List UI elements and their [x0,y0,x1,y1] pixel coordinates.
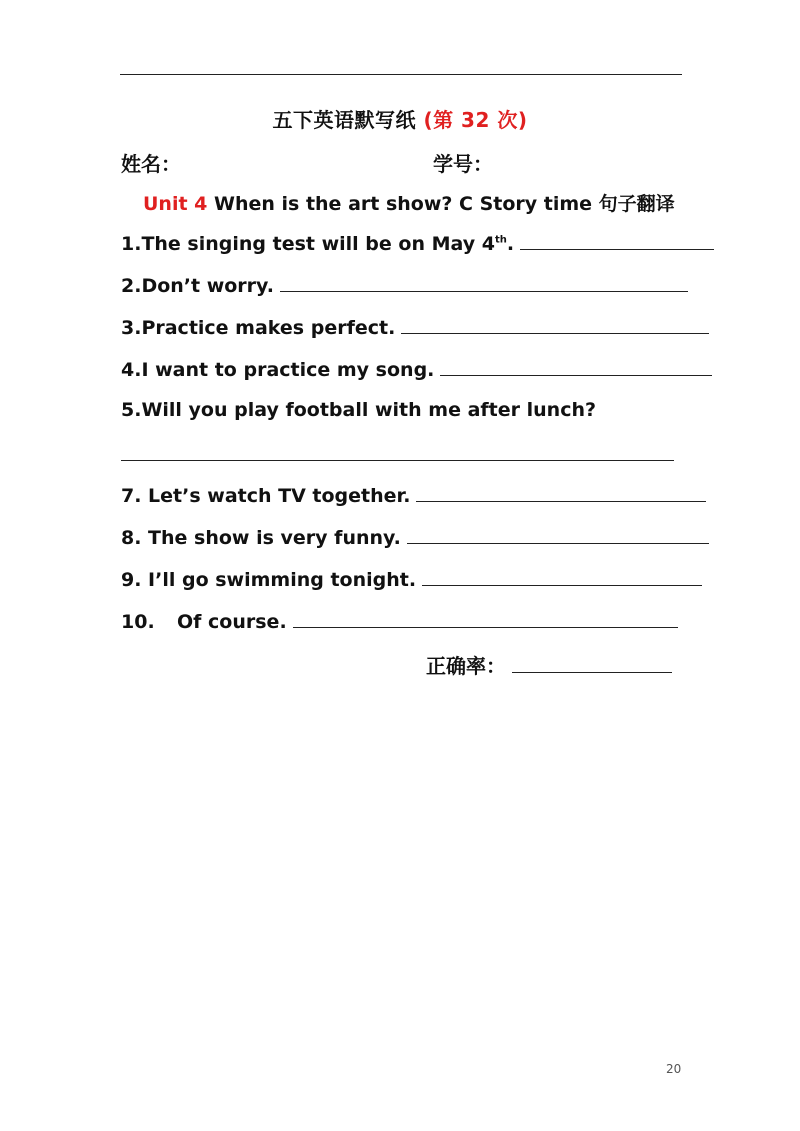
question-text: 2.Don’t worry. [121,275,274,297]
answer-blank[interactable] [520,231,714,250]
accuracy-label: 正确率： [426,654,506,678]
unit-subtitle [143,189,675,216]
page-number: 20 [666,1062,682,1076]
question-3 [121,315,709,339]
page-title [0,104,800,133]
question-text: 5.Will you play football with me after lunch? [121,399,596,421]
answer-blank[interactable] [440,357,712,376]
question-5 [121,399,596,421]
question-9 [121,567,702,591]
title-main: 五下英语默写纸 [272,108,424,132]
ordinal-suffix: th [494,234,507,246]
answer-blank[interactable] [407,525,709,544]
question-text: 4.I want to practice my song. [121,359,435,381]
question-text: 9. I’ll go swimming tonight. [121,569,417,591]
question-7 [121,483,706,507]
accuracy-row [426,650,672,679]
question-8 [121,525,709,549]
question-2 [121,273,688,297]
answer-blank[interactable] [401,315,709,334]
answer-blank[interactable] [280,273,688,292]
question-10 [121,609,678,633]
name-label: 姓名： [121,152,181,176]
student-id-label: 学号： [433,152,493,176]
accuracy-blank[interactable] [512,654,672,673]
question-number: 10. [121,611,155,633]
question-4 [121,357,712,381]
question-text: 1.The singing test will be on May 4 [121,233,495,255]
question-tail: . [506,233,515,255]
unit-number: Unit 4 [143,193,208,215]
unit-description: When is the art show? C Story time 句子翻译 [207,193,675,215]
answer-blank[interactable] [416,483,706,502]
question-text: 7. Let’s watch TV together. [121,485,411,507]
question-text: 8. The show is very funny. [121,527,401,549]
top-rule [120,74,682,75]
question-text: 3.Practice makes perfect. [121,317,396,339]
answer-blank-5[interactable] [121,460,674,461]
answer-blank[interactable] [293,609,678,628]
answer-blank[interactable] [422,567,702,586]
title-session: (第 32 次) [423,108,528,132]
question-text: Of course. [177,611,287,633]
question-1 [121,231,714,255]
